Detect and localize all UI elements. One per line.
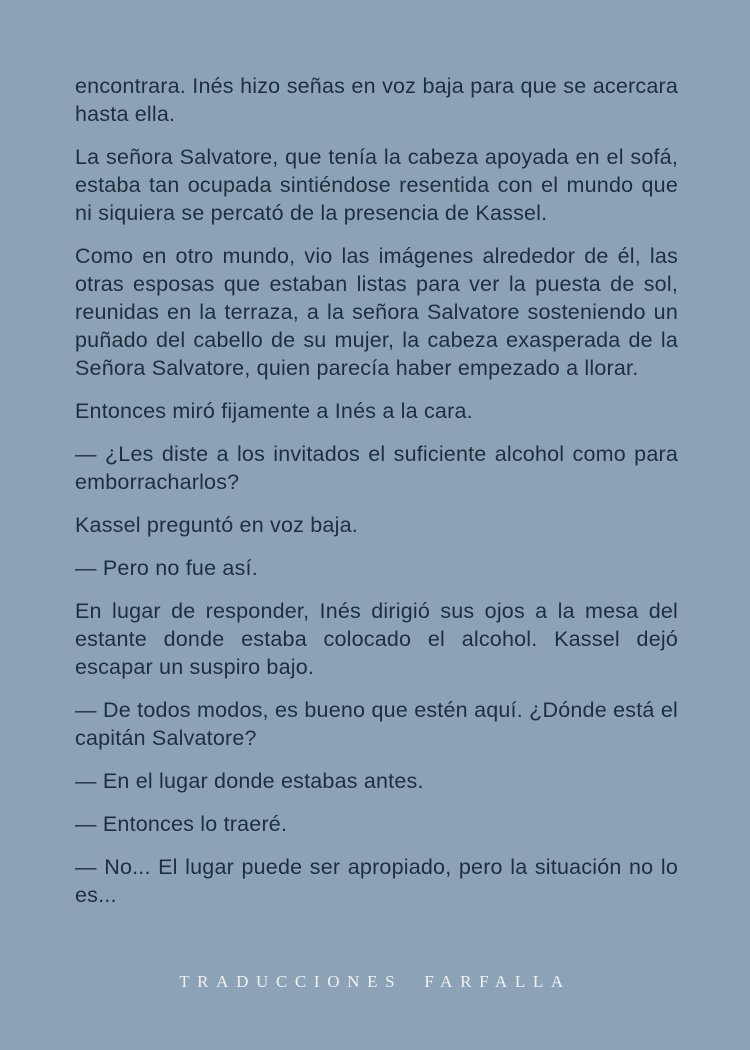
translator-credit: TRADUCCIONES FARFALLA — [179, 972, 571, 991]
paragraph: Kassel preguntó en voz baja. — [75, 513, 358, 537]
dialogue-paragraph: — Entonces lo traeré. — [75, 812, 288, 836]
paragraph: encontrara. Inés hizo señas en voz baja para que se acercara hasta ella. — [75, 74, 678, 126]
paragraph: Como en otro mundo, vio las imágenes alrededor de él, las otras esposas que estaban listas para ver la puesta de sol, reunidas en la terraza, a la señora Salvatore sosteniendo un puñado del cabello de su mujer, la cabeza exasperada de la Señora Salvatore, quien parecía haber empezado a llorar. — [75, 244, 678, 380]
dialogue-paragraph: — En el lugar donde estabas antes. — [75, 769, 424, 793]
dialogue-paragraph: — No... El lugar puede ser apropiado, pero la situación no lo es... — [75, 855, 678, 907]
paragraph: La señora Salvatore, que tenía la cabeza apoyada en el sofá, estaba tan ocupada sintiéndose resentida con el mundo que ni siquiera se percató de la presencia de Kassel. — [75, 145, 678, 225]
text-block — [75, 72, 678, 924]
dialogue-paragraph: — ¿Les diste a los invitados el suficiente alcohol como para emborracharlos? — [75, 442, 678, 494]
dialogue-paragraph: — Pero no fue así. — [75, 556, 258, 580]
paragraph: Entonces miró fijamente a Inés a la cara. — [75, 399, 473, 423]
paragraph: En lugar de responder, Inés dirigió sus ojos a la mesa del estante donde estaba colocado el alcohol. Kassel dejó escapar un suspiro bajo. — [75, 599, 678, 679]
dialogue-paragraph: — De todos modos, es bueno que estén aquí. ¿Dónde está el capitán Salvatore? — [75, 698, 678, 750]
